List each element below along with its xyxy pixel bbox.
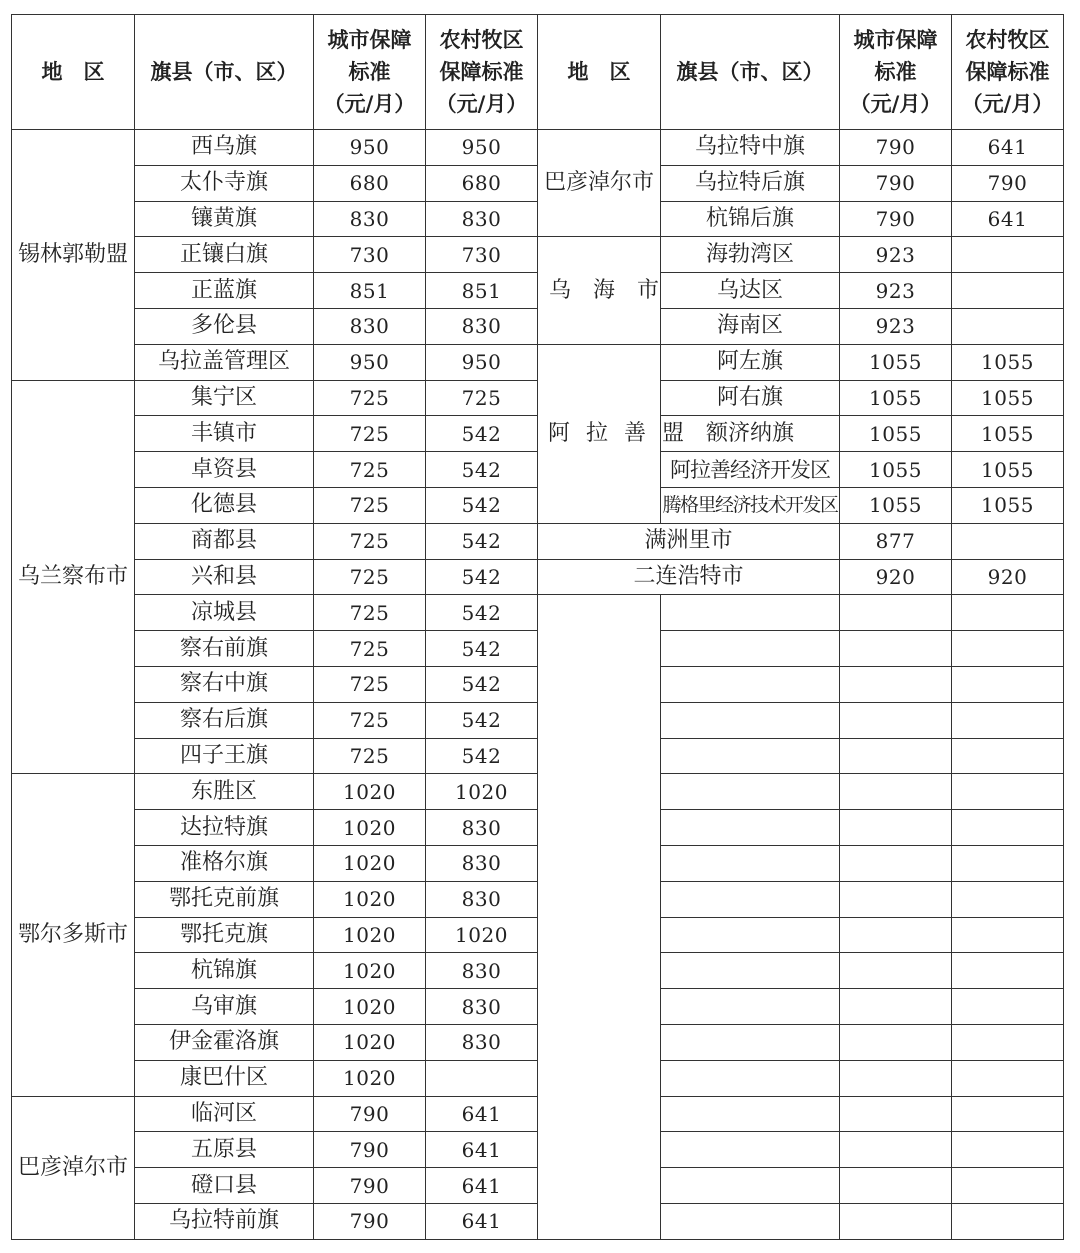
header-rural-line: 保障标准	[965, 60, 1050, 84]
empty-cell	[840, 595, 952, 631]
urban-value: 1020	[314, 845, 426, 881]
header-region: 地 区	[12, 15, 135, 130]
county-cell: 鄂托克前旗	[135, 881, 314, 917]
rural-value: 830	[426, 1024, 538, 1060]
empty-cell	[952, 1060, 1064, 1096]
rural-value: 641	[426, 1132, 538, 1168]
region-cell: 阿拉善盟	[538, 344, 661, 523]
urban-value: 1020	[314, 989, 426, 1025]
rural-value: 1055	[952, 416, 1064, 452]
rural-value: 830	[426, 845, 538, 881]
county-cell: 杭锦后旗	[661, 201, 840, 237]
urban-value: 790	[840, 130, 952, 166]
rural-value: 725	[426, 380, 538, 416]
urban-value: 1020	[314, 953, 426, 989]
county-cell: 临河区	[135, 1096, 314, 1132]
empty-cell	[661, 845, 840, 881]
header-rural-standard	[426, 15, 538, 130]
empty-cell	[840, 631, 952, 667]
county-cell: 杭锦旗	[135, 953, 314, 989]
empty-cell	[952, 1203, 1064, 1239]
rural-value: 830	[426, 953, 538, 989]
urban-value: 725	[314, 666, 426, 702]
empty-cell	[952, 1168, 1064, 1204]
empty-cell	[840, 1168, 952, 1204]
standards-table-container	[11, 14, 1064, 1240]
urban-value: 1055	[840, 452, 952, 488]
county-cell: 海勃湾区	[661, 237, 840, 273]
header-urban-line: 城市保障	[853, 28, 938, 52]
urban-value: 725	[314, 452, 426, 488]
empty-cell	[952, 917, 1064, 953]
header-urban-line: （元/月）	[849, 92, 942, 116]
rural-value: 542	[426, 523, 538, 559]
county-cell: 凉城县	[135, 595, 314, 631]
county-cell: 阿右旗	[661, 380, 840, 416]
urban-value: 830	[314, 201, 426, 237]
county-cell: 正镶白旗	[135, 237, 314, 273]
empty-cell	[661, 1203, 840, 1239]
empty-cell	[661, 1024, 840, 1060]
region-cell: 鄂尔多斯市	[12, 774, 135, 1096]
subsistence-standard-table	[11, 14, 1064, 1240]
empty-cell	[840, 953, 952, 989]
urban-value: 1020	[314, 917, 426, 953]
county-cell: 五原县	[135, 1132, 314, 1168]
rural-value: 790	[952, 165, 1064, 201]
empty-cell	[661, 631, 840, 667]
urban-value: 851	[314, 273, 426, 309]
empty-cell	[952, 881, 1064, 917]
empty-cell	[952, 774, 1064, 810]
empty-cell	[661, 1060, 840, 1096]
county-cell: 乌拉特中旗	[661, 130, 840, 166]
county-cell: 准格尔旗	[135, 845, 314, 881]
empty-cell	[840, 845, 952, 881]
rural-value: 542	[426, 452, 538, 488]
empty-cell	[661, 702, 840, 738]
urban-value: 920	[840, 559, 952, 595]
header-urban-line: 标准	[874, 60, 917, 84]
rural-value: 542	[426, 595, 538, 631]
empty-cell	[952, 1096, 1064, 1132]
empty-cell	[952, 1024, 1064, 1060]
county-cell: 阿左旗	[661, 344, 840, 380]
header-urban-line: 标准	[348, 60, 391, 84]
urban-value: 725	[314, 380, 426, 416]
rural-value	[426, 1060, 538, 1096]
county-cell: 腾格里经济技术开发区	[661, 487, 840, 523]
merged-county-cell: 满洲里市	[538, 523, 840, 559]
empty-region-cell	[538, 595, 661, 1239]
urban-value: 725	[314, 416, 426, 452]
rural-value	[952, 308, 1064, 344]
county-cell: 鄂托克旗	[135, 917, 314, 953]
urban-value: 1020	[314, 810, 426, 846]
rural-value: 641	[426, 1096, 538, 1132]
urban-value: 1020	[314, 774, 426, 810]
empty-cell	[840, 881, 952, 917]
county-cell: 化德县	[135, 487, 314, 523]
rural-value: 542	[426, 631, 538, 667]
rural-value: 851	[426, 273, 538, 309]
empty-cell	[661, 810, 840, 846]
county-cell: 商都县	[135, 523, 314, 559]
empty-cell	[661, 953, 840, 989]
county-cell: 卓资县	[135, 452, 314, 488]
empty-cell	[661, 1168, 840, 1204]
empty-cell	[952, 595, 1064, 631]
empty-cell	[661, 738, 840, 774]
rural-value: 542	[426, 416, 538, 452]
rural-value: 641	[426, 1203, 538, 1239]
county-cell: 磴口县	[135, 1168, 314, 1204]
county-cell: 乌拉特后旗	[661, 165, 840, 201]
rural-value: 730	[426, 237, 538, 273]
rural-value: 641	[952, 201, 1064, 237]
empty-cell	[840, 1024, 952, 1060]
urban-value: 830	[314, 308, 426, 344]
county-cell: 集宁区	[135, 380, 314, 416]
urban-value: 1055	[840, 344, 952, 380]
county-cell: 海南区	[661, 308, 840, 344]
rural-value: 950	[426, 130, 538, 166]
county-cell: 乌拉盖管理区	[135, 344, 314, 380]
region-cell: 巴彦淖尔市	[12, 1096, 135, 1239]
urban-value: 725	[314, 523, 426, 559]
region-cell: 乌兰察布市	[12, 380, 135, 774]
empty-cell	[952, 738, 1064, 774]
county-cell: 兴和县	[135, 559, 314, 595]
county-cell: 乌达区	[661, 273, 840, 309]
rural-value: 1020	[426, 917, 538, 953]
urban-value: 1020	[314, 1060, 426, 1096]
empty-cell	[840, 1203, 952, 1239]
empty-cell	[840, 810, 952, 846]
urban-value: 790	[840, 201, 952, 237]
urban-value: 680	[314, 165, 426, 201]
empty-cell	[952, 1132, 1064, 1168]
empty-cell	[661, 595, 840, 631]
urban-value: 950	[314, 130, 426, 166]
empty-cell	[952, 702, 1064, 738]
table-row	[12, 344, 1064, 380]
rural-value: 1055	[952, 487, 1064, 523]
empty-cell	[661, 1132, 840, 1168]
header-rural-line: 保障标准	[439, 60, 524, 84]
header-region-2: 地 区	[538, 15, 661, 130]
county-cell: 镶黄旗	[135, 201, 314, 237]
region-cell: 锡林郭勒盟	[12, 130, 135, 381]
urban-value: 1020	[314, 1024, 426, 1060]
urban-value: 1055	[840, 416, 952, 452]
header-county-2: 旗县（市、区）	[661, 15, 840, 130]
county-cell: 多伦县	[135, 308, 314, 344]
county-cell: 额济纳旗	[661, 416, 840, 452]
rural-value: 542	[426, 487, 538, 523]
header-rural-line: （元/月）	[961, 92, 1054, 116]
header-county: 旗县（市、区）	[135, 15, 314, 130]
table-row	[12, 523, 1064, 559]
county-cell: 伊金霍洛旗	[135, 1024, 314, 1060]
urban-value: 1055	[840, 380, 952, 416]
rural-value: 1055	[952, 344, 1064, 380]
empty-cell	[661, 881, 840, 917]
header-urban-line: 城市保障	[327, 28, 412, 52]
urban-value: 1055	[840, 487, 952, 523]
table-row	[12, 595, 1064, 631]
empty-cell	[952, 989, 1064, 1025]
table-row	[12, 130, 1064, 166]
rural-value: 920	[952, 559, 1064, 595]
urban-value: 725	[314, 631, 426, 667]
county-cell: 乌拉特前旗	[135, 1203, 314, 1239]
empty-cell	[840, 774, 952, 810]
region-cell: 乌 海 市	[538, 237, 661, 344]
urban-value: 725	[314, 559, 426, 595]
county-cell: 太仆寺旗	[135, 165, 314, 201]
urban-value: 950	[314, 344, 426, 380]
header-row	[12, 15, 1064, 130]
empty-cell	[661, 989, 840, 1025]
rural-value: 830	[426, 810, 538, 846]
urban-value: 923	[840, 273, 952, 309]
empty-cell	[840, 1096, 952, 1132]
county-cell: 康巴什区	[135, 1060, 314, 1096]
urban-value: 790	[840, 165, 952, 201]
county-cell: 达拉特旗	[135, 810, 314, 846]
empty-cell	[840, 1060, 952, 1096]
rural-value	[952, 273, 1064, 309]
county-cell: 察右后旗	[135, 702, 314, 738]
rural-value	[952, 523, 1064, 559]
empty-cell	[952, 666, 1064, 702]
urban-value: 877	[840, 523, 952, 559]
county-cell: 乌审旗	[135, 989, 314, 1025]
county-cell: 阿拉善经济开发区	[661, 452, 840, 488]
table-body	[12, 130, 1064, 1240]
rural-value: 641	[952, 130, 1064, 166]
table-row	[12, 237, 1064, 273]
urban-value: 790	[314, 1096, 426, 1132]
header-rural-line: 农村牧区	[965, 28, 1050, 52]
urban-value: 790	[314, 1203, 426, 1239]
county-cell: 四子王旗	[135, 738, 314, 774]
rural-value: 950	[426, 344, 538, 380]
rural-value: 1020	[426, 774, 538, 810]
rural-value: 542	[426, 702, 538, 738]
urban-value: 730	[314, 237, 426, 273]
rural-value: 830	[426, 881, 538, 917]
urban-value: 923	[840, 308, 952, 344]
urban-value: 725	[314, 702, 426, 738]
county-cell: 东胜区	[135, 774, 314, 810]
rural-value: 1055	[952, 380, 1064, 416]
rural-value: 1055	[952, 452, 1064, 488]
empty-cell	[840, 702, 952, 738]
urban-value: 725	[314, 738, 426, 774]
county-cell: 察右中旗	[135, 666, 314, 702]
rural-value: 680	[426, 165, 538, 201]
empty-cell	[952, 845, 1064, 881]
rural-value: 542	[426, 738, 538, 774]
empty-cell	[661, 666, 840, 702]
empty-cell	[840, 666, 952, 702]
empty-cell	[840, 989, 952, 1025]
header-rural-line: 农村牧区	[439, 28, 524, 52]
urban-value: 923	[840, 237, 952, 273]
county-cell: 正蓝旗	[135, 273, 314, 309]
empty-cell	[840, 1132, 952, 1168]
rural-value: 542	[426, 559, 538, 595]
urban-value: 790	[314, 1168, 426, 1204]
urban-value: 725	[314, 487, 426, 523]
empty-cell	[952, 810, 1064, 846]
merged-county-cell: 二连浩特市	[538, 559, 840, 595]
table-row	[12, 559, 1064, 595]
header-rural-standard-2	[952, 15, 1064, 130]
empty-cell	[952, 953, 1064, 989]
empty-cell	[952, 631, 1064, 667]
rural-value	[952, 237, 1064, 273]
rural-value: 830	[426, 989, 538, 1025]
header-urban-standard	[314, 15, 426, 130]
rural-value: 542	[426, 666, 538, 702]
rural-value: 641	[426, 1168, 538, 1204]
empty-cell	[661, 1096, 840, 1132]
header-rural-line: （元/月）	[435, 92, 528, 116]
urban-value: 725	[314, 595, 426, 631]
county-cell: 察右前旗	[135, 631, 314, 667]
header-urban-standard-2	[840, 15, 952, 130]
empty-cell	[661, 774, 840, 810]
rural-value: 830	[426, 201, 538, 237]
urban-value: 1020	[314, 881, 426, 917]
county-cell: 丰镇市	[135, 416, 314, 452]
empty-cell	[840, 738, 952, 774]
county-cell: 西乌旗	[135, 130, 314, 166]
empty-cell	[840, 917, 952, 953]
urban-value: 790	[314, 1132, 426, 1168]
region-cell: 巴彦淖尔市	[538, 130, 661, 237]
header-urban-line: （元/月）	[323, 92, 416, 116]
rural-value: 830	[426, 308, 538, 344]
empty-cell	[661, 917, 840, 953]
